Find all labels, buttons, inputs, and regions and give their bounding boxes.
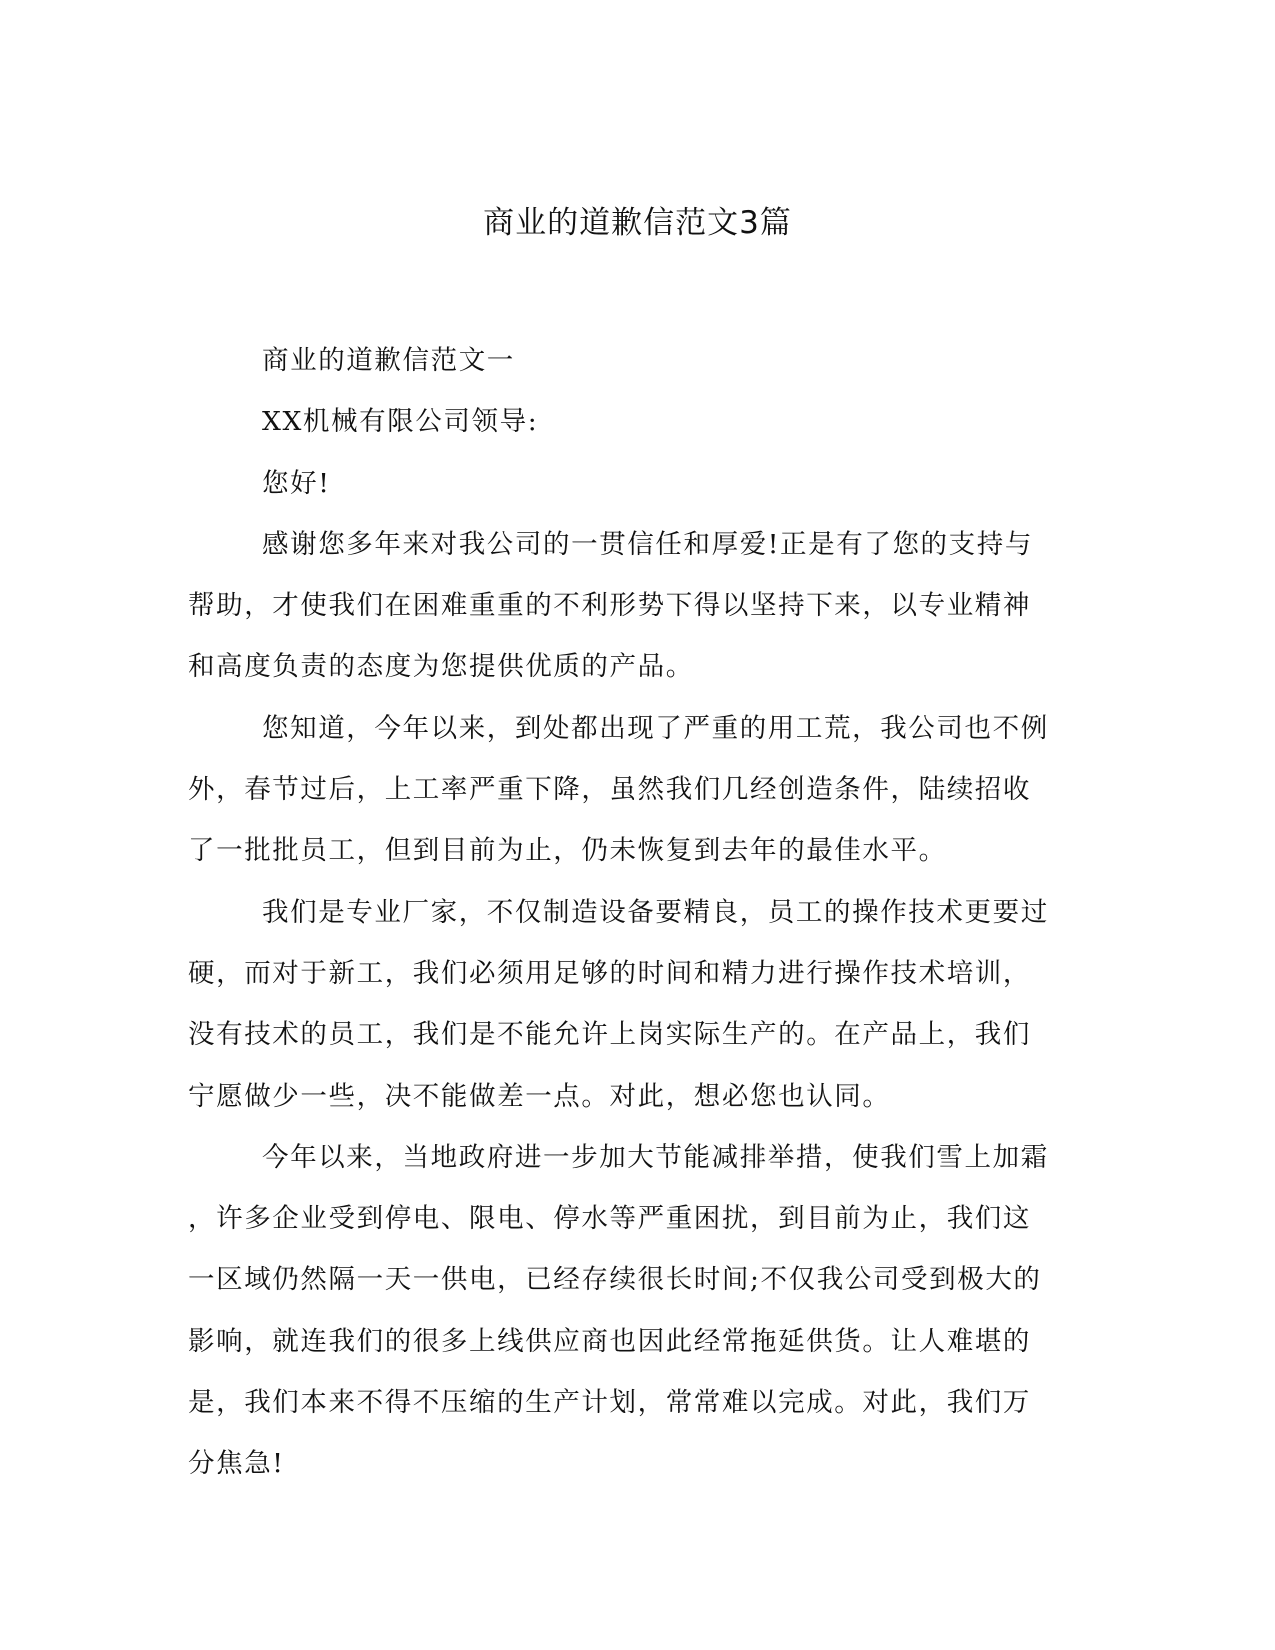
- text-line: 硬，而对于新工，我们必须用足够的时间和精力进行操作技术培训，: [188, 957, 1031, 989]
- text-line: 没有技术的员工，我们是不能允许上岗实际生产的。在产品上，我们: [188, 1019, 1031, 1051]
- text-line: 一区域仍然隔一天一供电，已经存续很长时间;不仅我公司受到极大的: [188, 1264, 1042, 1296]
- document-body: [188, 330, 1082, 1495]
- text-line: ，许多企业受到停电、限电、停水等严重困扰，到目前为止，我们这: [188, 1203, 1031, 1235]
- text-line: 您好!: [262, 467, 331, 499]
- text-line: 您知道，今年以来，到处都出现了严重的用工荒，我公司也不例: [262, 712, 1049, 744]
- text-line: 了一批批员工，但到目前为止，仍未恢复到去年的最佳水平。: [188, 835, 947, 867]
- text-line: 分焦急!: [188, 1448, 285, 1480]
- text-line: XX机械有限公司领导:: [262, 406, 539, 438]
- text-line: 和高度负责的态度为您提供优质的产品。: [188, 651, 694, 683]
- text-line: 今年以来，当地政府进一步加大节能减排举措，使我们雪上加霜: [262, 1141, 1049, 1173]
- text-line: 外，春节过后，上工率严重下降，虽然我们几经创造条件，陆续招收: [188, 774, 1031, 806]
- text-line: 是，我们本来不得不压缩的生产计划，常常难以完成。对此，我们万: [188, 1387, 1031, 1419]
- text-line: 我们是专业厂家，不仅制造设备要精良，员工的操作技术更要过: [262, 896, 1049, 928]
- document-title: 商业的道歉信范文3篇: [483, 205, 792, 241]
- text-line: 宁愿做少一些，决不能做差一点。对此，想必您也认同。: [188, 1080, 891, 1112]
- text-line: 感谢您多年来对我公司的一贯信任和厚爱!正是有了您的支持与: [262, 528, 1033, 560]
- text-line: 影响，就连我们的很多上线供应商也因此经常拖延供货。让人难堪的: [188, 1325, 1031, 1357]
- text-line: 商业的道歉信范文一: [262, 345, 515, 376]
- text-line: 帮助，才使我们在困难重重的不利形势下得以坚持下来，以专业精神: [188, 590, 1031, 622]
